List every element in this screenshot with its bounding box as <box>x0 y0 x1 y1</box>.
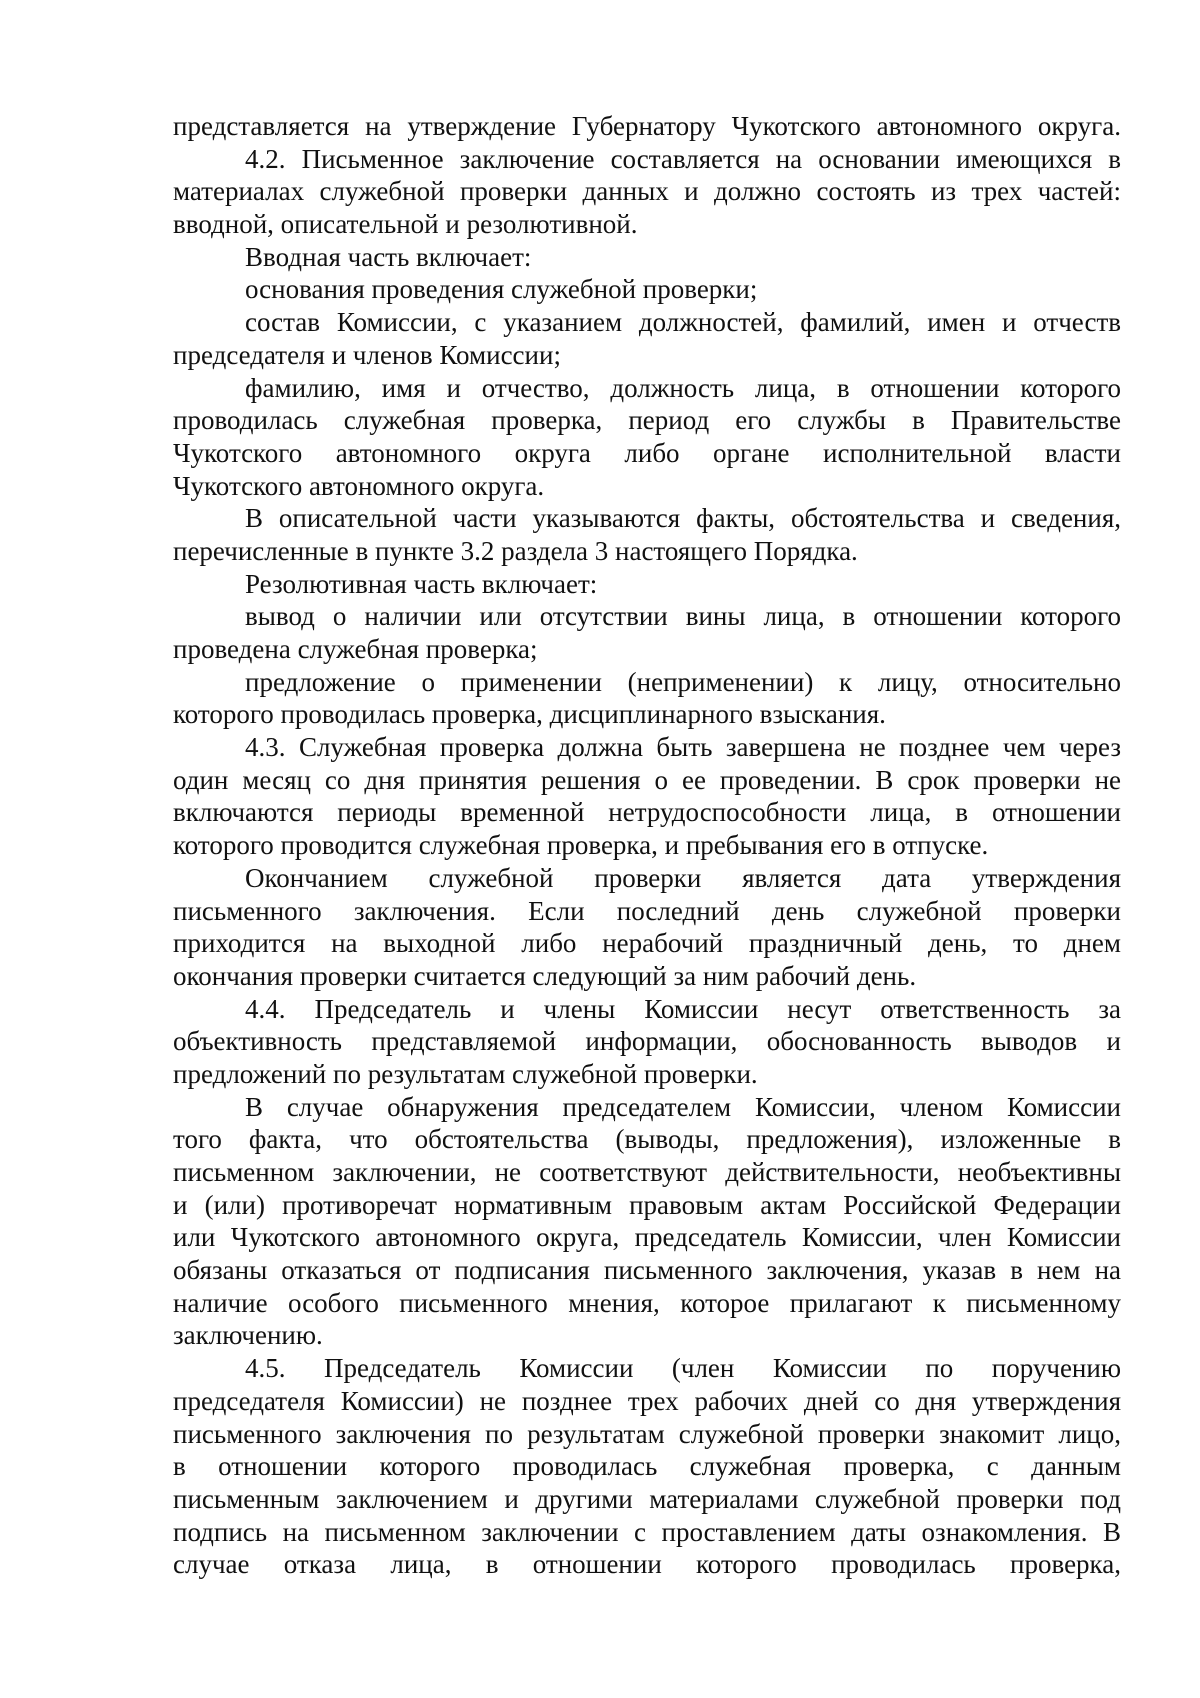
text-line: проведена служебная проверка; <box>173 634 538 664</box>
text-line: заключению. <box>173 1320 323 1351</box>
text-line: предложений по результатам служебной проверки. <box>173 1058 758 1089</box>
text-line: письменным заключением и другими материалами служебной проверки под <box>173 1483 1121 1514</box>
text-line: председателя и членов Комиссии; <box>173 339 561 370</box>
text-line: фамилию, имя и отчество, должность лица, в отношении которого <box>245 372 1121 403</box>
text-line: вводной, описательной и резолютивной. <box>173 209 638 240</box>
text-line: того факта, что обстоятельства (выводы, предложения), изложенные в <box>173 1124 1121 1155</box>
text-line: 4.5. Председатель Комиссии (член Комиссии по поручению <box>245 1353 1121 1384</box>
text-line: наличие особого письменного мнения, которое прилагают к письменному <box>173 1287 1121 1318</box>
text-line: материалах служебной проверки данных и должно состоять из трех частей: <box>173 176 1121 207</box>
text-line: В случае обнаружения председателем Комиссии, членом Комиссии <box>245 1091 1121 1122</box>
text-line: Резолютивная часть включает: <box>245 568 598 599</box>
text-line: Вводная часть включает: <box>245 241 532 272</box>
text-line: письменном заключении, не соответствуют действительности, необъективны <box>173 1157 1121 1187</box>
document-body <box>173 110 1121 1581</box>
text-line: объективность представляемой информации, обоснованность выводов и <box>173 1026 1121 1057</box>
text-line: перечисленные в пункте 3.2 раздела 3 настоящего Порядка. <box>173 535 858 566</box>
text-line: представляется на утверждение Губернатору Чукотского автономного округа. <box>173 111 1121 141</box>
text-line: В описательной части указываются факты, обстоятельства и сведения, <box>245 503 1121 534</box>
text-line: включаются периоды временной нетрудоспособности лица, в отношении <box>173 797 1121 828</box>
text-line: обязаны отказаться от подписания письменного заключения, указав в нем на <box>173 1255 1121 1286</box>
text-line: окончания проверки считается следующий за ним рабочий день. <box>173 960 917 991</box>
text-line: Окончанием служебной проверки является дата утверждения <box>245 862 1121 893</box>
text-line: или Чукотского автономного округа, председатель Комиссии, член Комиссии <box>173 1222 1121 1253</box>
text-line: 4.2. Письменное заключение составляется на основании имеющихся в <box>245 143 1121 174</box>
text-line: вывод о наличии или отсутствии вины лица, в отношении которого <box>245 601 1121 632</box>
text-line: которого проводилась проверка, дисциплинарного взыскания. <box>173 699 886 730</box>
text-line: случае отказа лица, в отношении которого проводилась проверка, <box>173 1549 1121 1580</box>
text-line: которого проводится служебная проверка, и пребывания его в отпуске. <box>173 830 989 861</box>
text-line: письменного заключения. Если последний день служебной проверки <box>173 895 1121 926</box>
text-line: один месяц со дня принятия решения о ее проведении. В срок проверки не <box>173 764 1121 795</box>
text-line: и (или) противоречат нормативным правовым актам Российской Федерации <box>173 1189 1121 1220</box>
text-line: Чукотского автономного округа либо органе исполнительной власти <box>173 437 1121 468</box>
text-line: председателя Комиссии) не позднее трех рабочих дней со дня утверждения <box>173 1385 1121 1416</box>
text-line: Чукотского автономного округа. <box>173 470 545 501</box>
text-line: основания проведения служебной проверки; <box>245 274 758 305</box>
text-line: предложение о применении (неприменении) к лицу, относительно <box>245 666 1121 697</box>
text-line: письменного заключения по результатам служебной проверки знакомит лицо, <box>173 1418 1121 1449</box>
text-line: 4.3. Служебная проверка должна быть завершена не позднее чем через <box>245 732 1121 763</box>
text-line: проводилась служебная проверка, период его службы в Правительстве <box>173 405 1121 436</box>
text-line: в отношении которого проводилась служебная проверка, с данным <box>173 1451 1121 1482</box>
text-line: состав Комиссии, с указанием должностей, фамилий, имен и отчеств <box>245 307 1121 338</box>
text-line: приходится на выходной либо нерабочий праздничный день, то днем <box>173 928 1121 959</box>
text-line: 4.4. Председатель и члены Комиссии несут ответственность за <box>245 993 1121 1024</box>
text-line: подпись на письменном заключении с проставлением даты ознакомления. В <box>173 1516 1121 1547</box>
